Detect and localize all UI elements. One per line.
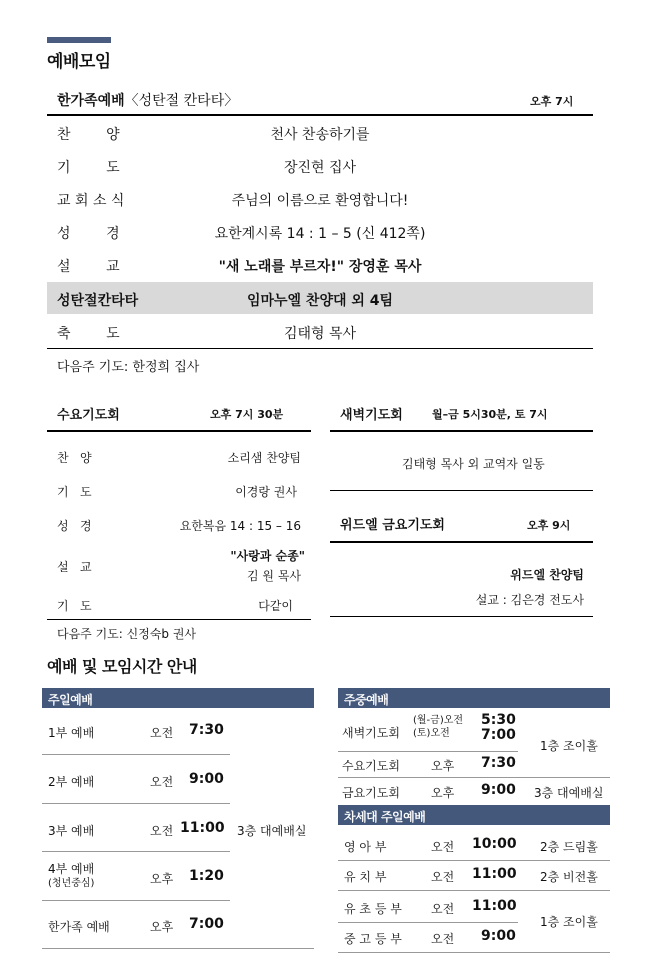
- worship-row: [47, 215, 593, 248]
- divider: [338, 922, 518, 923]
- worship-row-highlight: [47, 282, 593, 314]
- weekday-row-ampm: [413, 714, 463, 740]
- nextgen-place: 2층 비전홀: [540, 870, 598, 884]
- divider: [47, 348, 593, 349]
- wed-row-value2: 김 원 목사: [247, 569, 301, 583]
- sunday-row-ampm: 오후: [150, 872, 174, 886]
- weekday-row-name: 새벽기도회: [342, 726, 400, 740]
- divider: [330, 490, 593, 491]
- divider: [338, 751, 518, 752]
- wed-row-label: 기 도: [57, 599, 92, 613]
- row-label: 교 회 소 식: [57, 193, 125, 209]
- nextgen-row-name: 유 초 등 부: [344, 902, 402, 916]
- nextgen-row-name: 유 치 부: [344, 870, 387, 884]
- weekday-header: 주중예배: [338, 688, 610, 708]
- row-label: 성탄절칸타타: [57, 293, 139, 309]
- sunday-row-ampm: 오후: [150, 920, 174, 934]
- weekday-row-time: 9:00: [481, 782, 516, 798]
- nextgen-row-ampm: 오전: [431, 932, 455, 946]
- row-value: "새 노래를 부르자!" 장영훈 목사: [218, 259, 422, 275]
- section-title: 예배모임: [47, 52, 111, 72]
- wed-next-prayer: 다음주 기도: 신정숙b 권사: [57, 627, 197, 641]
- weekday-row-name: 금요기도회: [342, 786, 400, 800]
- wed-row-label: 찬 양: [57, 451, 92, 465]
- dawn-time: 월–금 5시30분, 토 7시: [432, 408, 548, 421]
- worship-row: [47, 248, 593, 281]
- row-label: 성 경: [57, 226, 120, 242]
- nextgen-row-ampm: 오전: [431, 902, 455, 916]
- sunday-row-name: 3부 예배: [48, 824, 95, 838]
- sunday-row-name: 한가족 예배: [48, 920, 110, 934]
- nextgen-row-name: 영 아 부: [344, 840, 387, 854]
- worship-row: [47, 315, 593, 348]
- time-2: 7:00: [481, 727, 516, 744]
- sunday-row-time: 11:00: [180, 820, 225, 836]
- family-worship-subtitle: 〈성탄절 칸타타〉: [124, 93, 239, 109]
- ampm-1: (월-금)오전: [413, 715, 464, 726]
- weekday-row-time: [481, 713, 516, 744]
- divider: [42, 948, 314, 949]
- dawn-title: 새벽기도회: [340, 408, 403, 423]
- row-label: 기 도: [57, 160, 120, 176]
- sunday-row-name-main: 4부 예배: [48, 862, 95, 876]
- divider: [42, 851, 230, 852]
- wednesday-title: 수요기도회: [57, 408, 120, 423]
- nextgen-row-time: 11:00: [472, 866, 517, 882]
- row-label: 설 교: [57, 259, 120, 275]
- sunday-row-name-sub: (청년중심): [48, 878, 95, 890]
- divider: [42, 754, 230, 755]
- row-label: 찬 양: [57, 127, 120, 143]
- nextgen-place: 2층 드림홀: [540, 840, 598, 854]
- divider: [47, 619, 311, 620]
- divider: [338, 777, 610, 778]
- nextgen-row-time: 9:00: [481, 928, 516, 944]
- friday-title: 위드엘 금요기도회: [340, 518, 445, 533]
- row-value: 임마누엘 찬양대 외 4팀: [246, 293, 394, 309]
- family-worship-time: 오후 7시: [530, 95, 574, 108]
- wed-row-label: 성 경: [57, 519, 92, 533]
- nextgen-row-time: 11:00: [472, 898, 517, 914]
- weekday-place: 3층 대예배실: [534, 786, 604, 800]
- row-value: 장진현 집사: [283, 160, 357, 176]
- weekday-row-time: 7:30: [481, 755, 516, 771]
- nextgen-row-ampm: 오전: [431, 840, 455, 854]
- sunday-row-ampm: 오전: [150, 775, 174, 789]
- schedule-title: 예배 및 모임시간 안내: [47, 657, 197, 676]
- wed-row-value: 소리샘 찬양팀: [227, 451, 301, 465]
- sunday-row-name: [48, 863, 94, 889]
- friday-team: 위드엘 찬양팀: [510, 568, 584, 582]
- wed-row-label: 기 도: [57, 485, 92, 499]
- divider: [338, 860, 610, 861]
- family-worship-title: [57, 90, 238, 110]
- sunday-row-time: 1:20: [189, 868, 224, 884]
- friday-preacher: 설교 : 김은경 전도사: [475, 593, 584, 607]
- wednesday-time: 오후 7시 30분: [210, 408, 284, 421]
- nextgen-row-time: 10:00: [472, 836, 517, 852]
- divider: [338, 952, 610, 953]
- family-worship-name: 한가족예배: [57, 93, 125, 109]
- sunday-header: 주일예배: [42, 688, 314, 708]
- row-value: 김태형 목사: [283, 326, 357, 342]
- divider: [338, 890, 610, 891]
- section-accent-bar: [47, 37, 111, 43]
- divider: [42, 900, 230, 901]
- divider: [330, 430, 593, 432]
- weekday-row-ampm: 오후: [431, 786, 455, 800]
- nextgen-shared-place: 1층 조이홀: [540, 915, 598, 929]
- divider: [330, 541, 593, 543]
- nextgen-header: 차세대 주일예배: [338, 805, 610, 825]
- weekday-row-ampm: 오후: [431, 759, 455, 773]
- wed-row-label: 설 교: [57, 560, 92, 574]
- sunday-row-name: 1부 예배: [48, 726, 95, 740]
- worship-row: [47, 149, 593, 182]
- wed-row-value: 요한복음 14 : 15 – 16: [179, 519, 301, 533]
- sunday-row-time: 7:00: [189, 916, 224, 932]
- worship-row: [47, 182, 593, 215]
- time-1: 5:30: [481, 712, 516, 728]
- ampm-2: (토)오전: [413, 728, 450, 739]
- nextgen-row-name: 중 고 등 부: [344, 932, 402, 946]
- sunday-row-ampm: 오전: [150, 824, 174, 838]
- dawn-content: 김태형 목사 외 교역자 일동: [402, 457, 545, 471]
- next-prayer: 다음주 기도: 한정희 집사: [57, 360, 200, 375]
- row-label: 축 도: [57, 326, 120, 342]
- row-value: 요한계시록 14 : 1 – 5 (신 412쪽): [214, 226, 426, 242]
- divider: [47, 430, 311, 432]
- row-value: 천사 찬송하기를: [270, 127, 370, 143]
- friday-time: 오후 9시: [527, 519, 571, 532]
- sunday-row-name: 2부 예배: [48, 775, 95, 789]
- wed-row-value: "사랑과 순종": [230, 549, 305, 563]
- sunday-row-time: 7:30: [189, 722, 224, 738]
- weekday-place: 1층 조이홀: [540, 739, 598, 753]
- row-value: 주님의 이름으로 환영합니다!: [231, 193, 409, 209]
- wed-row-value: 다같이: [258, 599, 293, 613]
- sunday-place: 3층 대예배실: [237, 824, 307, 838]
- wed-row-value: 이경랑 권사: [235, 485, 297, 499]
- divider: [330, 616, 593, 617]
- sunday-row-ampm: 오전: [150, 726, 174, 740]
- sunday-row-time: 9:00: [189, 771, 224, 787]
- nextgen-row-ampm: 오전: [431, 870, 455, 884]
- worship-row: [47, 116, 593, 149]
- divider: [42, 803, 230, 804]
- weekday-row-name: 수요기도회: [342, 759, 400, 773]
